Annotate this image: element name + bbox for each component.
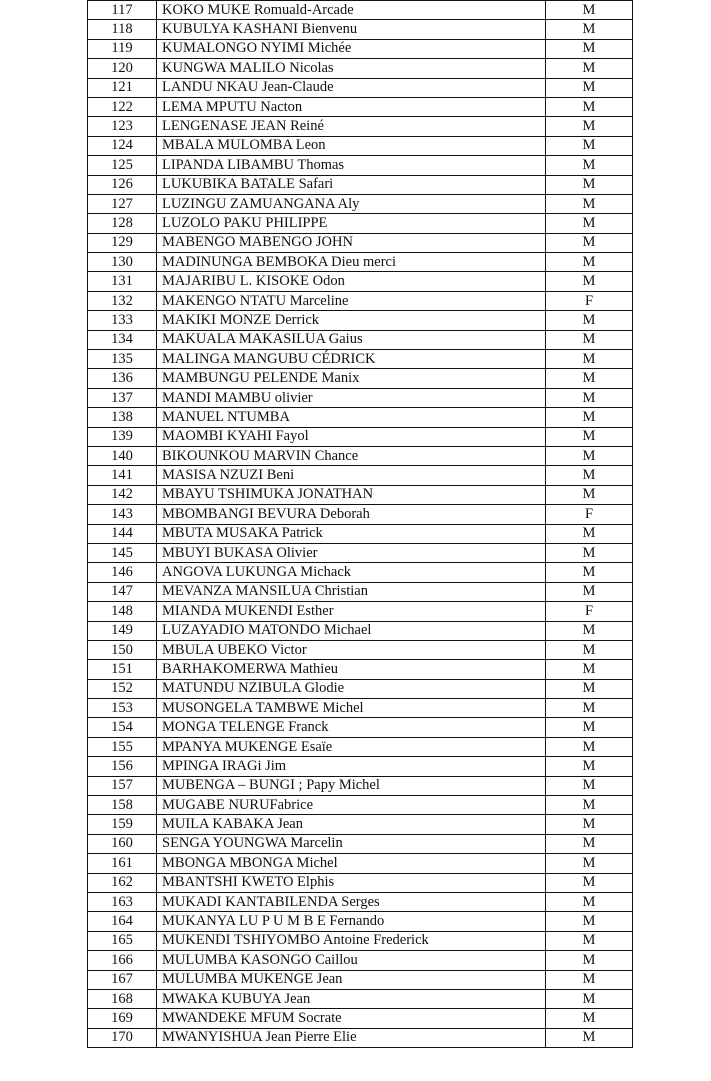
student-name-cell: MUKADI KANTABILENDA Serges <box>157 892 546 911</box>
table-row <box>88 97 633 116</box>
sex-cell: M <box>546 640 633 659</box>
student-name-cell: MUBENGA – BUNGI ; Papy Michel <box>157 776 546 795</box>
student-name-cell: KUBULYA KASHANI Bienvenu <box>157 20 546 39</box>
row-number-cell: 169 <box>88 1009 157 1028</box>
student-name-cell: MABENGO MABENGO JOHN <box>157 233 546 252</box>
student-name-cell: KUNGWA MALILO Nicolas <box>157 59 546 78</box>
row-number-cell: 163 <box>88 892 157 911</box>
student-name-cell: MBOMBANGI BEVURA Deborah <box>157 505 546 524</box>
row-number-cell: 142 <box>88 485 157 504</box>
row-number-cell: 160 <box>88 834 157 853</box>
sex-cell: M <box>546 699 633 718</box>
sex-cell: M <box>546 679 633 698</box>
row-number-cell: 128 <box>88 214 157 233</box>
row-number-cell: 162 <box>88 873 157 892</box>
table-row <box>88 970 633 989</box>
sex-cell: M <box>546 388 633 407</box>
table-row <box>88 446 633 465</box>
student-name-cell: LUZOLO PAKU PHILIPPE <box>157 214 546 233</box>
row-number-cell: 136 <box>88 369 157 388</box>
table-row <box>88 350 633 369</box>
student-name-cell: LANDU NKAU Jean-Claude <box>157 78 546 97</box>
table-row <box>88 815 633 834</box>
sex-cell: M <box>546 20 633 39</box>
sex-cell: M <box>546 815 633 834</box>
sex-cell: M <box>546 951 633 970</box>
student-name-cell: MBANTSHI KWETO Elphis <box>157 873 546 892</box>
sex-cell: M <box>546 718 633 737</box>
sex-cell: M <box>546 466 633 485</box>
sex-cell: M <box>546 582 633 601</box>
sex-cell: M <box>546 912 633 931</box>
table-row <box>88 796 633 815</box>
table-row <box>88 214 633 233</box>
sex-cell: M <box>546 660 633 679</box>
sex-cell: M <box>546 117 633 136</box>
sex-cell: M <box>546 563 633 582</box>
row-number-cell: 165 <box>88 931 157 950</box>
student-name-cell: MATUNDU NZIBULA Glodie <box>157 679 546 698</box>
table-row <box>88 1009 633 1028</box>
sex-cell: M <box>546 214 633 233</box>
row-number-cell: 126 <box>88 175 157 194</box>
table-row <box>88 39 633 58</box>
row-number-cell: 146 <box>88 563 157 582</box>
sex-cell: M <box>546 1 633 20</box>
table-row <box>88 330 633 349</box>
table-row <box>88 388 633 407</box>
sex-cell: M <box>546 989 633 1008</box>
sex-cell: M <box>546 59 633 78</box>
sex-cell: M <box>546 757 633 776</box>
table-row <box>88 1 633 20</box>
row-number-cell: 119 <box>88 39 157 58</box>
row-number-cell: 127 <box>88 194 157 213</box>
sex-cell: M <box>546 796 633 815</box>
table-row <box>88 427 633 446</box>
student-name-cell: MPANYA MUKENGE Esaïe <box>157 737 546 756</box>
sex-cell: M <box>546 97 633 116</box>
student-name-cell: MUSONGELA TAMBWE Michel <box>157 699 546 718</box>
row-number-cell: 154 <box>88 718 157 737</box>
sex-cell: M <box>546 311 633 330</box>
row-number-cell: 118 <box>88 20 157 39</box>
table-row <box>88 640 633 659</box>
table-row <box>88 369 633 388</box>
row-number-cell: 120 <box>88 59 157 78</box>
sex-cell: M <box>546 1009 633 1028</box>
row-number-cell: 131 <box>88 272 157 291</box>
row-number-cell: 117 <box>88 1 157 20</box>
table-row <box>88 699 633 718</box>
row-number-cell: 166 <box>88 951 157 970</box>
table-row <box>88 563 633 582</box>
sex-cell: F <box>546 505 633 524</box>
table-row <box>88 408 633 427</box>
student-name-cell: MADINUNGA BEMBOKA Dieu merci <box>157 253 546 272</box>
student-name-cell: BIKOUNKOU MARVIN Chance <box>157 446 546 465</box>
student-name-cell: MPINGA IRAGi Jim <box>157 757 546 776</box>
sex-cell: M <box>546 485 633 504</box>
row-number-cell: 129 <box>88 233 157 252</box>
student-name-cell: MAJARIBU L. KISOKE Odon <box>157 272 546 291</box>
sex-cell: M <box>546 233 633 252</box>
row-number-cell: 148 <box>88 602 157 621</box>
row-number-cell: 150 <box>88 640 157 659</box>
row-number-cell: 130 <box>88 253 157 272</box>
table-row <box>88 272 633 291</box>
table-row <box>88 873 633 892</box>
row-number-cell: 159 <box>88 815 157 834</box>
table-row <box>88 757 633 776</box>
student-name-cell: MBONGA MBONGA Michel <box>157 854 546 873</box>
row-number-cell: 161 <box>88 854 157 873</box>
row-number-cell: 167 <box>88 970 157 989</box>
student-name-cell: MWANDEKE MFUM Socrate <box>157 1009 546 1028</box>
row-number-cell: 164 <box>88 912 157 931</box>
student-name-cell: MWAKA KUBUYA Jean <box>157 989 546 1008</box>
row-number-cell: 157 <box>88 776 157 795</box>
student-name-cell: MBUTA MUSAKA Patrick <box>157 524 546 543</box>
row-number-cell: 137 <box>88 388 157 407</box>
row-number-cell: 135 <box>88 350 157 369</box>
student-name-cell: MONGA TELENGE Franck <box>157 718 546 737</box>
student-name-cell: MULUMBA KASONGO Caillou <box>157 951 546 970</box>
student-name-cell: MAOMBI KYAHI Fayol <box>157 427 546 446</box>
student-name-cell: MIANDA MUKENDI Esther <box>157 602 546 621</box>
table-row <box>88 466 633 485</box>
student-name-cell: MAKENGO NTATU Marceline <box>157 291 546 310</box>
student-name-cell: MUKANYA LU P U M B E Fernando <box>157 912 546 931</box>
student-name-cell: MBULA UBEKO Victor <box>157 640 546 659</box>
sex-cell: M <box>546 39 633 58</box>
student-name-cell: KUMALONGO NYIMI Michée <box>157 39 546 58</box>
row-number-cell: 170 <box>88 1028 157 1047</box>
table-row <box>88 1028 633 1047</box>
sex-cell: M <box>546 350 633 369</box>
row-number-cell: 144 <box>88 524 157 543</box>
table-row <box>88 20 633 39</box>
student-name-cell: MAKUALA MAKASILUA Gaius <box>157 330 546 349</box>
sex-cell: M <box>546 369 633 388</box>
row-number-cell: 143 <box>88 505 157 524</box>
student-name-cell: MANUEL NTUMBA <box>157 408 546 427</box>
sex-cell: M <box>546 1028 633 1047</box>
table-row <box>88 989 633 1008</box>
row-number-cell: 152 <box>88 679 157 698</box>
row-number-cell: 158 <box>88 796 157 815</box>
student-name-cell: MASISA NZUZI Beni <box>157 466 546 485</box>
row-number-cell: 124 <box>88 136 157 155</box>
table-row <box>88 737 633 756</box>
row-number-cell: 156 <box>88 757 157 776</box>
student-name-cell: MAMBUNGU PELENDE Manix <box>157 369 546 388</box>
student-name-cell: MULUMBA MUKENGE Jean <box>157 970 546 989</box>
table-row <box>88 582 633 601</box>
student-name-cell: MUGABE NURUFabrice <box>157 796 546 815</box>
row-number-cell: 151 <box>88 660 157 679</box>
table-row <box>88 233 633 252</box>
sex-cell: F <box>546 291 633 310</box>
student-name-cell: LEMA MPUTU Nacton <box>157 97 546 116</box>
student-name-cell: ANGOVA LUKUNGA Michack <box>157 563 546 582</box>
table-row <box>88 194 633 213</box>
table-row <box>88 718 633 737</box>
row-number-cell: 153 <box>88 699 157 718</box>
sex-cell: M <box>546 330 633 349</box>
table-row <box>88 117 633 136</box>
table-row <box>88 931 633 950</box>
student-name-cell: MBALA MULOMBA Leon <box>157 136 546 155</box>
row-number-cell: 139 <box>88 427 157 446</box>
row-number-cell: 140 <box>88 446 157 465</box>
roster-table-body <box>88 1 633 1048</box>
row-number-cell: 141 <box>88 466 157 485</box>
student-name-cell: MEVANZA MANSILUA Christian <box>157 582 546 601</box>
row-number-cell: 149 <box>88 621 157 640</box>
sex-cell: M <box>546 524 633 543</box>
sex-cell: M <box>546 931 633 950</box>
table-row <box>88 892 633 911</box>
sex-cell: M <box>546 854 633 873</box>
table-row <box>88 485 633 504</box>
sex-cell: M <box>546 175 633 194</box>
sex-cell: M <box>546 873 633 892</box>
student-name-cell: MUKENDI TSHIYOMBO Antoine Frederick <box>157 931 546 950</box>
sex-cell: F <box>546 602 633 621</box>
sex-cell: M <box>546 543 633 562</box>
student-name-cell: LIPANDA LIBAMBU Thomas <box>157 156 546 175</box>
student-name-cell: MAKIKI MONZE Derrick <box>157 311 546 330</box>
table-row <box>88 253 633 272</box>
sex-cell: M <box>546 892 633 911</box>
table-row <box>88 175 633 194</box>
student-name-cell: MUILA KABAKA Jean <box>157 815 546 834</box>
table-row <box>88 660 633 679</box>
table-row <box>88 78 633 97</box>
table-row <box>88 951 633 970</box>
student-name-cell: BARHAKOMERWA Mathieu <box>157 660 546 679</box>
table-row <box>88 834 633 853</box>
student-name-cell: SENGA YOUNGWA Marcelin <box>157 834 546 853</box>
sex-cell: M <box>546 621 633 640</box>
row-number-cell: 145 <box>88 543 157 562</box>
sex-cell: M <box>546 446 633 465</box>
row-number-cell: 125 <box>88 156 157 175</box>
table-row <box>88 776 633 795</box>
student-name-cell: MALINGA MANGUBU CÉDRICK <box>157 350 546 369</box>
table-row <box>88 524 633 543</box>
table-row <box>88 505 633 524</box>
sex-cell: M <box>546 737 633 756</box>
sex-cell: M <box>546 156 633 175</box>
sex-cell: M <box>546 78 633 97</box>
student-name-cell: MBAYU TSHIMUKA JONATHAN <box>157 485 546 504</box>
table-row <box>88 621 633 640</box>
sex-cell: M <box>546 253 633 272</box>
sex-cell: M <box>546 834 633 853</box>
sex-cell: M <box>546 970 633 989</box>
student-name-cell: MANDI MAMBU olivier <box>157 388 546 407</box>
table-row <box>88 679 633 698</box>
table-row <box>88 291 633 310</box>
sex-cell: M <box>546 408 633 427</box>
student-name-cell: KOKO MUKE Romuald-Arcade <box>157 1 546 20</box>
student-name-cell: LENGENASE JEAN Reiné <box>157 117 546 136</box>
roster-table <box>87 0 633 1048</box>
row-number-cell: 134 <box>88 330 157 349</box>
row-number-cell: 133 <box>88 311 157 330</box>
sex-cell: M <box>546 427 633 446</box>
table-row <box>88 543 633 562</box>
table-row <box>88 602 633 621</box>
table-row <box>88 59 633 78</box>
table-row <box>88 136 633 155</box>
student-name-cell: LUKUBIKA BATALE Safari <box>157 175 546 194</box>
row-number-cell: 155 <box>88 737 157 756</box>
sex-cell: M <box>546 136 633 155</box>
row-number-cell: 132 <box>88 291 157 310</box>
student-name-cell: LUZAYADIO MATONDO Michael <box>157 621 546 640</box>
row-number-cell: 123 <box>88 117 157 136</box>
row-number-cell: 121 <box>88 78 157 97</box>
sex-cell: M <box>546 776 633 795</box>
table-row <box>88 912 633 931</box>
row-number-cell: 138 <box>88 408 157 427</box>
student-name-cell: LUZINGU ZAMUANGANA Aly <box>157 194 546 213</box>
table-row <box>88 156 633 175</box>
sex-cell: M <box>546 194 633 213</box>
table-row <box>88 311 633 330</box>
row-number-cell: 147 <box>88 582 157 601</box>
student-name-cell: MWANYISHUA Jean Pierre Elie <box>157 1028 546 1047</box>
row-number-cell: 122 <box>88 97 157 116</box>
student-name-cell: MBUYI BUKASA Olivier <box>157 543 546 562</box>
table-row <box>88 854 633 873</box>
row-number-cell: 168 <box>88 989 157 1008</box>
sex-cell: M <box>546 272 633 291</box>
